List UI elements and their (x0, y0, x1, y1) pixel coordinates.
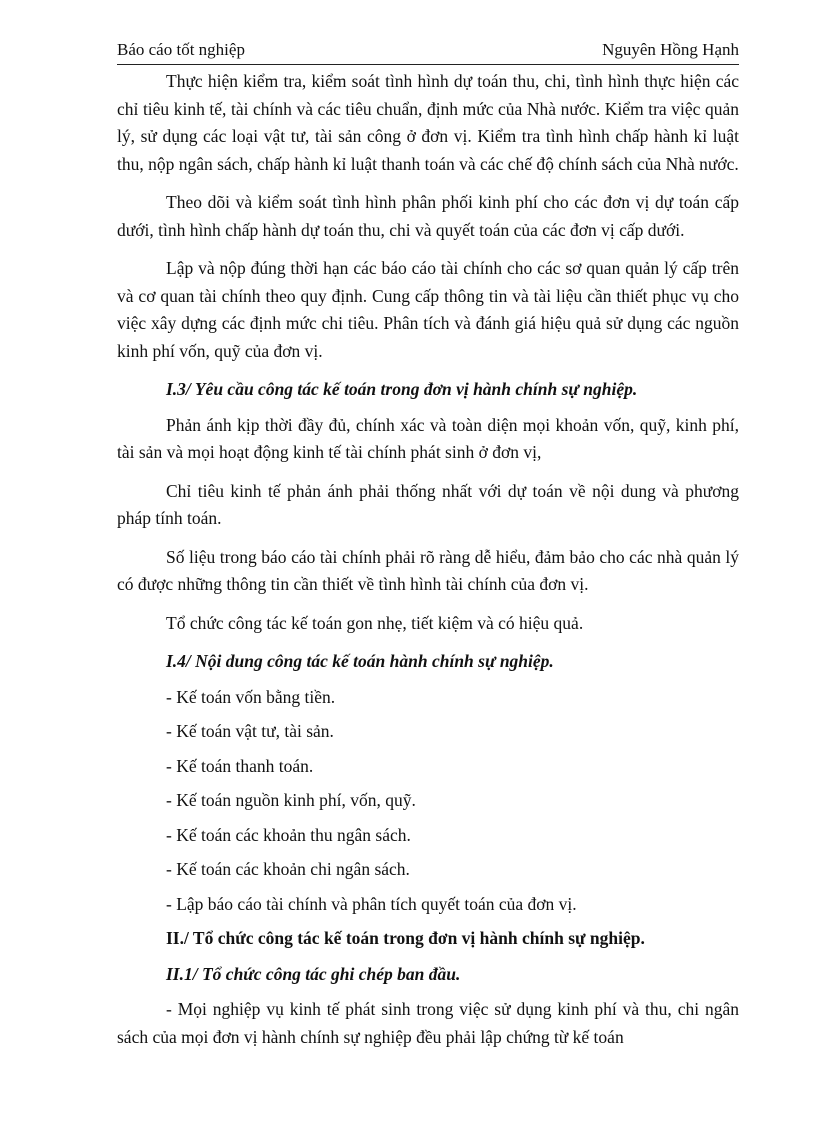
paragraph-vouchers: - Mọi nghiệp vụ kinh tế phát sinh trong việc sử dụng kinh phí và thu, chi ngân sách của mọi đơn vị hành chính sự nghiệp đều phải lập chứng từ kế toán (117, 999, 739, 1047)
paragraph-consistent-indicators: Chỉ tiêu kinh tế phản ánh phải thống nhất với dự toán về nội dung và phương pháp tính toán. (117, 480, 739, 528)
heading-ii1-initial-records: II.1/ Tổ chức công tác ghi chép ban đầu. (166, 963, 461, 984)
list-item: - Kế toán các khoản thu ngân sách. (166, 824, 411, 845)
page-header (117, 38, 739, 65)
document-body (117, 68, 739, 1062)
heading-ii-organization: II./ Tổ chức công tác kế toán trong đơn vị hành chính sự nghiệp. (166, 928, 645, 948)
list-item: - Kế toán thanh toán. (166, 755, 314, 776)
list-item: - Kế toán các khoản chi ngân sách. (166, 859, 410, 879)
paragraph-clear-data: Số liệu trong báo cáo tài chính phải rõ ràng dễ hiểu, đảm bảo cho các nhà quản lý có được những thông tin cần thiết về tình hình tài chính của đơn vị. (117, 546, 739, 594)
list-item: - Lập báo cáo tài chính và phân tích quyết toán của đơn vị. (166, 893, 577, 914)
paragraph-reflect-timely: Phản ánh kịp thời đầy đủ, chính xác và toàn diện mọi khoản vốn, quỹ, kinh phí, tài sản và mọi hoạt động kinh tế tài chính phát sinh ở đơn vị, (117, 414, 739, 462)
list-item: - Kế toán vật tư, tài sản. (166, 721, 334, 741)
paragraph-financial-reports: Lập và nộp đúng thời hạn các báo cáo tài chính cho các sơ quan quản lý cấp trên và cơ quan tài chính theo quy định. Cung cấp thông tin và tài liệu cần thiết phục vụ cho việc xây dựng các định mức chi tiêu. Phân tích và đánh giá hiệu quả sử dụng các nguồn kinh phí vốn, quỹ của đơn vị. (117, 258, 739, 361)
paragraph-monitor-allocation: Theo dõi và kiểm soát tình hình phân phối kinh phí cho các đơn vị dự toán cấp dưới, tình hình chấp hành dự toán thu, chi và quyết toán của các đơn vị cấp dưới. (117, 192, 739, 240)
list-item: - Kế toán nguồn kinh phí, vốn, quỹ. (166, 790, 416, 810)
list-item: - Kế toán vốn bằng tiền. (166, 686, 336, 707)
header-report-title: Báo cáo tốt nghiệp (117, 40, 245, 59)
heading-i3-requirements: I.3/ Yêu cầu công tác kế toán trong đơn vị hành chính sự nghiệp. (166, 379, 638, 399)
header-author-name: Nguyên Hồng Hạnh (602, 40, 739, 59)
paragraph-control-budget: Thực hiện kiểm tra, kiểm soát tình hình dự toán thu, chi, tình hình thực hiện các chỉ tiêu kinh tế, tài chính và các tiêu chuẩn, định mức của Nhà nước. Kiểm tra việc quản lý, sử dụng các loại vật tư, tài sản công ở đơn vị. Kiểm tra tình hình chấp hành kỉ luật thu, nộp ngân sách, chấp hành kỉ luật thanh toán và các chế độ chính sách của Nhà nước. (117, 71, 739, 174)
paragraph-organize-efficient: Tổ chức công tác kế toán gon nhẹ, tiết kiệm và có hiệu quả. (166, 612, 584, 633)
heading-i4-content: I.4/ Nội dung công tác kế toán hành chính sự nghiệp. (166, 651, 554, 671)
